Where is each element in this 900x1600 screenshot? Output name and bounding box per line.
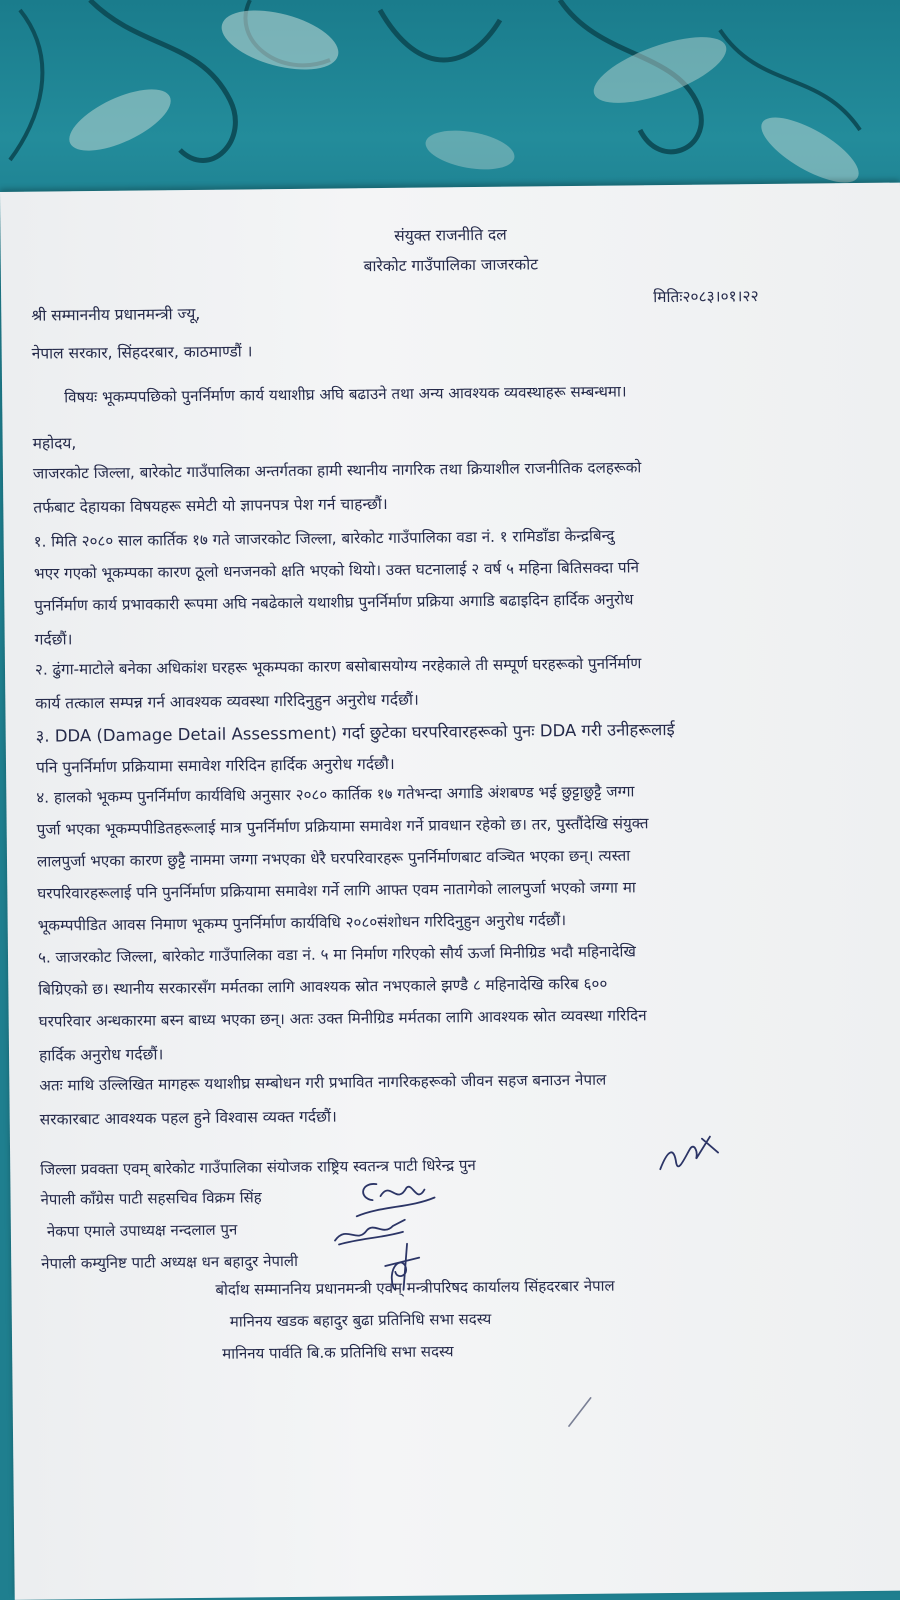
point-5-line-3: घरपरिवार अन्धकारमा बस्न बाध्य भएका छन्। अतः उक्त मिनीग्रिड मर्मतका लागि आवश्यक स्रोत व्यवस्था गरिदिन [38,1006,647,1031]
letter-document [0,183,900,1600]
letterhead-place: बारेकोट गाउँपालिका जाजरकोट [363,255,539,276]
cc-line-1: बोर्दाथ सम्माननिय प्रधानमन्त्री एवम् मन्त्रीपरिषद कार्यालय सिंहदरबार नेपाल [215,1276,615,1299]
point-2-line-2: कार्य तत्काल सम्पन्न गर्न आवश्यक व्यवस्था गरिदिनुहुन अनुरोध गर्दछौं। [35,690,419,713]
addressee-line-1: श्री सम्माननीय प्रधानमन्त्री ज्यू, [31,304,201,325]
letterhead-org: संयुक्त राजनीति दल [394,225,507,245]
point-4-line-2: पुर्जा भएका भूकम्पपीडितहरूलाई मात्र पुनर्निर्माण प्रक्रियामा समावेश गर्ने प्रावधान रहेको छ। तर, पुस्तौंदेखि संयुक्त [36,814,649,839]
point-1-line-2: भएर गएको भूकम्पका कारण ठूलो धनजनको क्षति भएको थियो। उक्त घटनालाई २ वर्ष ५ महिना बितिसक्दा पनि [33,558,640,583]
point-5-line-4: हार्दिक अनुरोध गर्दछौं। [38,1045,164,1065]
pen-mark [561,1392,601,1432]
point-3-line-1: ३. DDA (Damage Detail Assessment) गर्दा छुटेका घरपरिवारहरूको पुनः DDA गरी उनीहरूलाई [35,719,675,746]
cc-line-2: मानिनय खडक बहादुर बुढा प्रतिनिधि सभा सदस्य [229,1309,492,1331]
point-5-line-2: बिग्रिएको छ। स्थानीय सरकारसँग मर्मतका लागि आवश्यक स्रोत नभएकाले झण्डै ८ महिनादेखि करिब ६०० [38,974,608,999]
point-1-line-4: गर्दछौं। [34,630,73,649]
point-4-line-5: भूकम्पपीडित आवस निमाण भूकम्प पुनर्निर्माण कार्यविधि २०८०संशोधन गरिदिनुहुन अनुरोध गर्दछौं। [37,911,567,935]
intro-line-1: जाजरकोट जिल्ला, बारेकोट गाउँपालिका अन्तर्गतका हामी स्थानीय नागरिक तथा क्रियाशील राजनीतिक दलहरूको [32,458,642,483]
point-1-line-3: पुनर्निर्माण कार्य प्रभावकारी रूपमा अघि नबढेकाले यथाशीघ्र पुनर्निर्माण प्रक्रिया अगाडि बढाइदिन हार्दिक अनुरोध [34,590,634,615]
signatory-2: नेपाली काँग्रेस पाटी सहसचिव विक्रम सिंह [40,1188,262,1209]
point-4-line-3: लालपुर्जा भएका कारण छुट्टै नाममा जग्गा नभएका धेरै घरपरिवारहरू पुनर्निर्माणबाट वञ्चित भएका छन्। त्यस्ता [36,846,631,871]
addressee-line-2: नेपाल सरकार, सिंहदरबार, काठमाण्डौं । [31,342,253,363]
closing-line-2: सरकारबाट आवश्यक पहल हुने विश्वास व्यक्त गर्दछौं। [39,1107,337,1129]
intro-line-2: तर्फबाट देहायका विषयहरू समेटी यो ज्ञापनपत्र पेश गर्न चाहन्छौं। [33,494,388,517]
cc-line-3: मानिनय पार्वति बि.क प्रतिनिधि सभा सदस्य [222,1342,454,1363]
closing-line-1: अतः माथि उल्लिखित मागहरू यथाशीघ्र सम्बोधन गरी प्रभावित नागरिकहरूको जीवन सहज बनाउन नेपाल [39,1070,607,1095]
point-4-line-4: घरपरिवारहरूलाई पनि पुनर्निर्माण प्रक्रियामा समावेश गर्ने लागि आफ्त एवम नातागेको लालपुर्जा भएको जग्गा मा [37,878,636,903]
signatory-4: नेपाली कम्युनिष्ट पाटी अध्यक्ष धन बहादुर नेपाली [41,1251,299,1273]
subject-line: विषयः भूकम्पपछिको पुनर्निर्माण कार्य यथाशीघ्र अघि बढाउने तथा अन्य आवश्यक व्यवस्थाहरू सम्बन्धमा। [64,382,627,407]
point-1-line-1: १. मिति २०८० साल कार्तिक १७ गते जाजरकोट जिल्ला, बारेकोट गाउँपालिका वडा नं. १ रामिडाँडा केन्द्रबिन्दु [33,526,615,551]
point-4-line-1: ४. हालको भूकम्प पुनर्निर्माण कार्यविधि अनुसार २०८० कार्तिक १७ गतेभन्दा अगाडि अंशबण्ड भई छुट्टाछुट्टै जग्गा [36,782,635,807]
signatory-3: नेकपा एमाले उपाध्यक्ष नन्दलाल पुन [46,1220,238,1241]
point-5-line-1: ५. जाजरकोट जिल्ला, बारेकोट गाउँपालिका वडा नं. ५ मा निर्माण गरिएको सौर्य ऊर्जा मिनीग्रिड भदौ महिनादेखि [37,942,636,967]
letter-date: मितिः२०८३।०१।२२ [653,287,759,307]
signature-1 [654,1128,725,1179]
point-2-line-1: २. ढुंगा-माटोले बनेका अधिकांश घरहरू भूकम्पका कारण बसोबासयोग्य नरहेकाले ती सम्पूर्ण घरहरूको पुनर्निर्माण [34,654,642,679]
point-3-line-2: पनि पुनर्निर्माण प्रक्रियामा समावेश गरिदिन हार्दिक अनुरोध गर्दछौ। [35,754,395,777]
letter-paper [0,183,900,1600]
signatory-1: जिल्ला प्रवक्ता एवम् बारेकोट गाउँपालिका संयोजक राष्ट्रिय स्वतन्त्र पाटी धिरेन्द्र पुन [40,1156,476,1179]
salutation: महोदय, [32,434,77,453]
signature-4 [373,1236,434,1297]
